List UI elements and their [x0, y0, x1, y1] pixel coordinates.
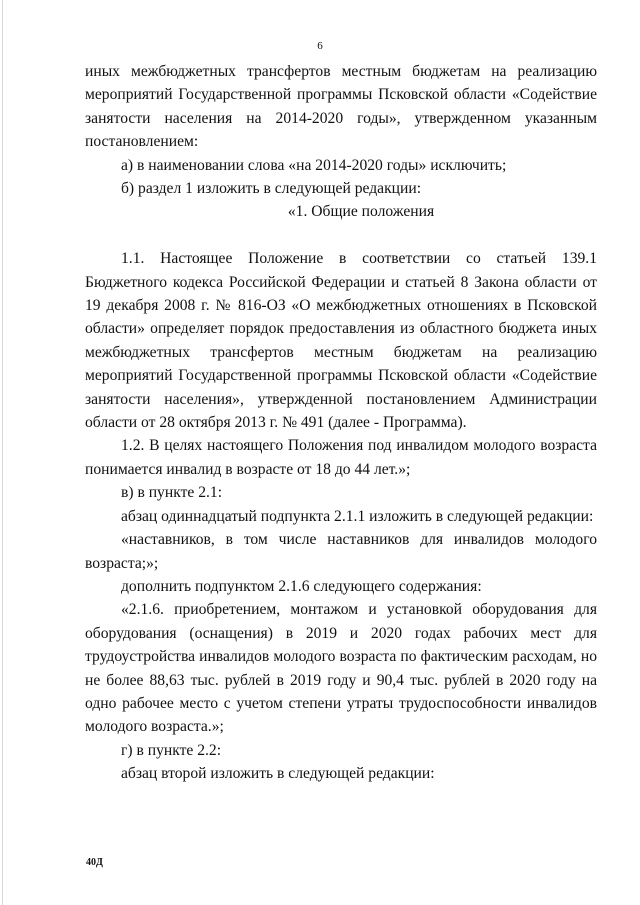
- paragraph-6: 1.2. В целях настоящего Положения под инвалидом молодого возраста понимается инвалид в возрасте от 18 до 44 лет.»;: [85, 437, 597, 478]
- paragraph-12: г) в пункте 2.2:: [121, 741, 222, 759]
- paragraph-8: абзац одиннадцатый подпункта 2.1.1 изложить в следующей редакции:: [121, 507, 594, 525]
- scan-edge-line: [2, 0, 3, 905]
- paragraph-10: дополнить подпунктом 2.1.6 следующего содержания:: [121, 577, 482, 595]
- paragraph-1: а) в наименовании слова «на 2014-2020 годы» исключить;: [121, 156, 507, 174]
- page-number: 6: [317, 40, 323, 52]
- paragraph-2: б) раздел 1 изложить в следующей редакции:: [121, 180, 422, 198]
- footer-code: 40Д: [86, 857, 103, 868]
- document-body: [85, 60, 597, 786]
- paragraph-7: в) в пункте 2.1:: [121, 484, 223, 502]
- blank-line: [85, 224, 597, 247]
- paragraph-9: «наставников, в том числе наставников для инвалидов молодого возраста;»;: [85, 531, 597, 572]
- paragraph-5: 1.1. Настоящее Положение в соответствии со статьей 139.1 Бюджетного кодекса Российской Федерации и статьей 8 Закона области от 19 декабря 2008 г. № 816-ОЗ «О межбюджетных отношениях в Псковской области» определяет порядок предоставления из областного бюджета иных межбюджетных трансфертов местным бюджетам на реализацию мероприятий Государственной программы Псковской области «Содействие занятости населения», утвержденной постановлением Администрации области от 28 октября 2013 г. № 491 (далее - Программа).: [85, 250, 597, 432]
- paragraph-11: «2.1.6. приобретением, монтажом и установкой оборудования для оборудования (оснащения) в 2019 и 2020 годах рабочих мест для трудоустройства инвалидов молодого возраста по фактическим расходам, но не более 88,63 тыс. рублей в 2019 году и 90,4 тыс. рублей в 2020 году на одно рабочее место с учетом степени утраты трудоспособности инвалидов молодого возраста.»;: [85, 601, 597, 736]
- paragraph-13: абзац второй изложить в следующей редакции:: [121, 765, 435, 783]
- section-heading: «1. Общие положения: [287, 203, 435, 221]
- paragraph-0: иных межбюджетных трансфертов местным бюджетам на реализацию мероприятий Государственной программы Псковской области «Содействие занятости населения на 2014-2020 годы», утвержденном указанным постановлением:: [85, 63, 597, 151]
